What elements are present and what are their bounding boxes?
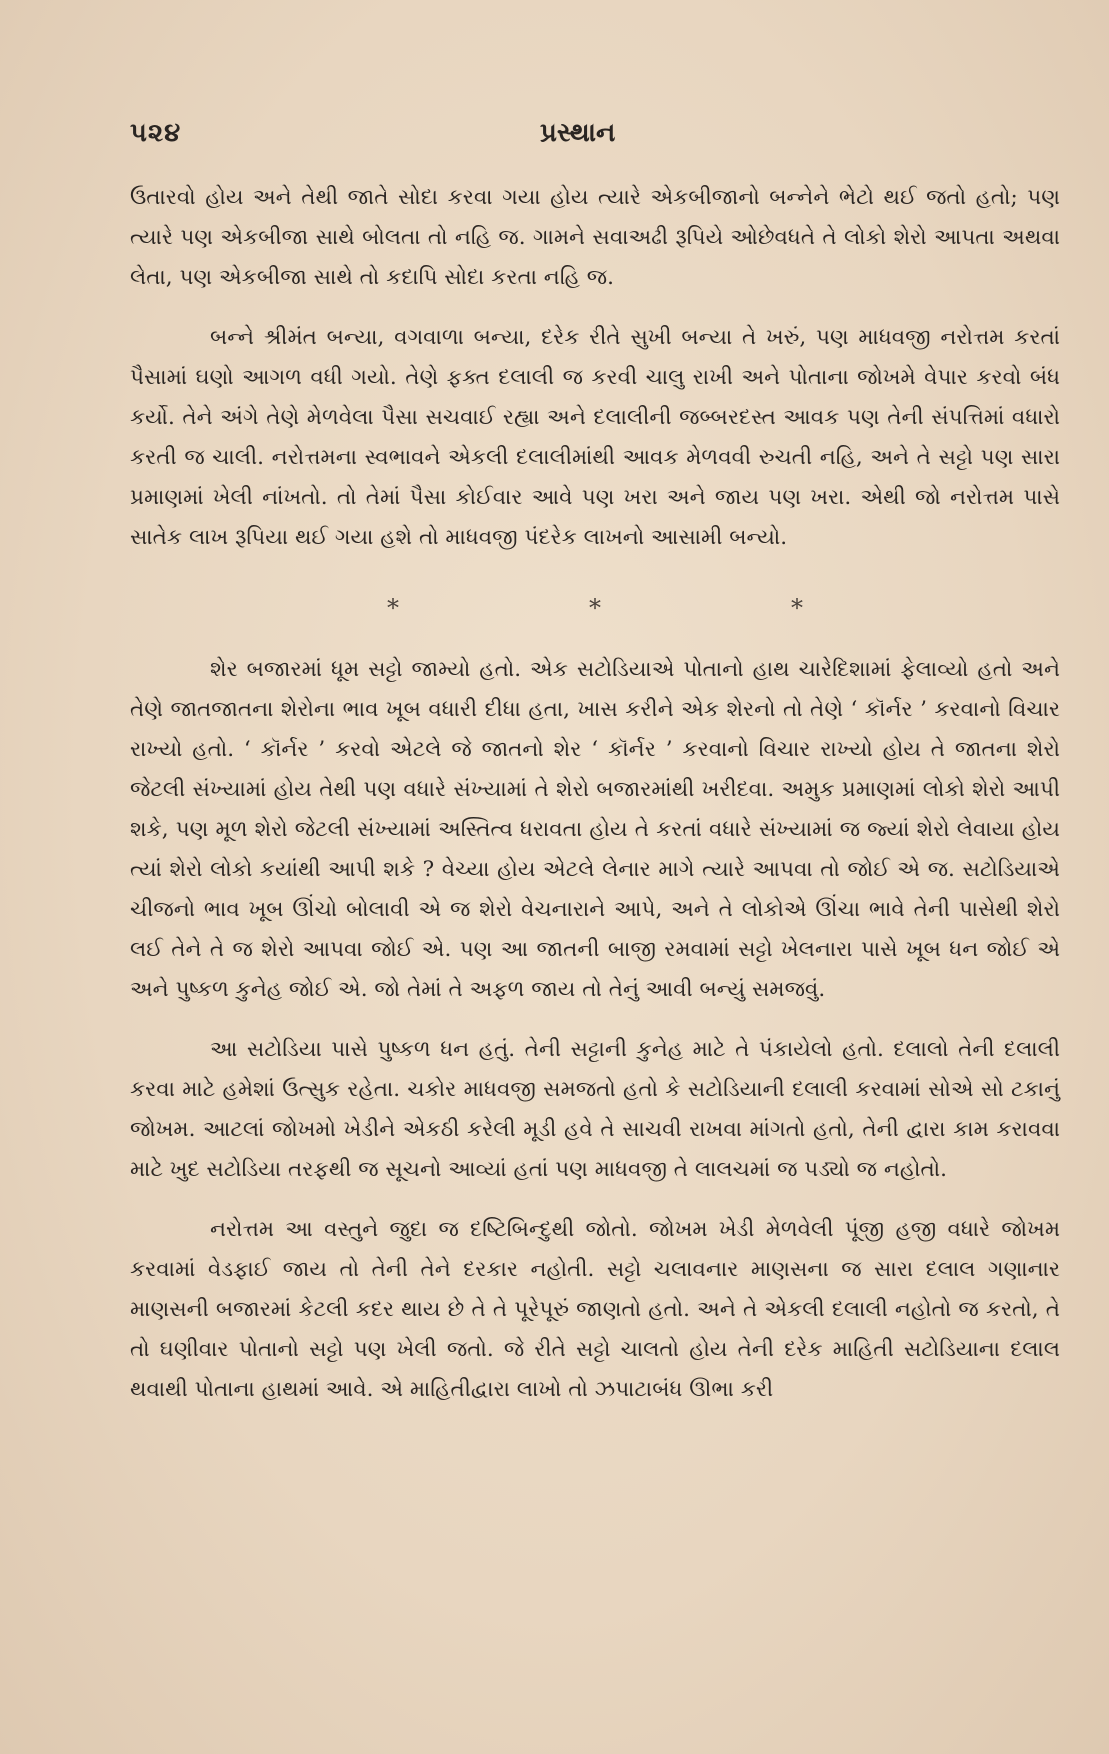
separator-asterisk: *: [791, 594, 803, 622]
paragraph-3: શેર બજારમાં ધૂમ સટ્ટો જામ્યો હતો. એક સટોડિયાએ પોતાનો હાથ ચારેદિશામાં ફેલાવ્યો હતો અને તેણે જાતજાતના શેરોના ભાવ ખૂબ વધારી દીધા હતા, ખાસ કરીને એક શેરનો તો તેણે ‘ કૉર્નર ’ કરવાનો વિચાર રાખ્યો હતો. ‘ કૉર્નર ’ કરવો એટલે જે જાતનો શેર ‘ કૉર્નર ’ કરવાનો વિચાર રાખ્યો હોય તે જાતના શેરો જેટલી સંખ્યામાં હોય તેથી પણ વધારે સંખ્યામાં તે શેરો બજારમાંથી ખરીદવા. અમુક પ્રમાણમાં લોકો શેરો આપી શકે, પણ મૂળ શેરો જેટલી સંખ્યામાં અસ્તિત્વ ધરાવતા હોય તે કરતાં વધારે સંખ્યામાં જ જ્યાં શેરો લેવાયા હોય ત્યાં શેરો લોકો કયાંથી આપી શકે ? વેચ્યા હોય એટલે લેનાર માગે ત્યારે આપવા તો જોઈ એ જ. સટોડિયાએ ચીજનો ભાવ ખૂબ ઊંચો બોલાવી એ જ શેરો વેચનારાને આપે, અને તે લોકોએ ઊંચા ભાવે તેની પાસેથી શેરો લઈ તેને તે જ શેરો આપવા જોઈ એ. પણ આ જાતની બાજી રમવામાં સટ્ટો ખેલનારા પાસે ખૂબ ધન જોઈ એ અને પુષ્કળ કુનેહ જોઈ એ. જો તેમાં તે અફળ જાય તો તેનું આવી બન્યું સમજવું.: [130, 657, 1060, 1002]
separator-asterisk: *: [387, 594, 399, 622]
page-header: [130, 118, 1069, 158]
paragraph-2: બન્ને શ્રીમંત બન્યા, વગવાળા બન્યા, દરેક રીતે સુખી બન્યા તે ખરું, પણ માધવજી નરોત્તમ કરતાં પૈસામાં ઘણો આગળ વધી ગયો. તેણે ફક્ત દલાલી જ કરવી ચાલુ રાખી અને પોતાના જોખમે વેપાર કરવો બંધ કર્યો. તેને અંગે તેણે મેળવેલા પૈસા સચવાઈ રહ્યા અને દલાલીની જબ્બરદસ્ત આવક પણ તેની સંપત્તિમાં વધારો કરતી જ ચાલી. નરોત્તમના સ્વભાવને એકલી દલાલીમાંથી આવક મેળવવી રુચતી નહિ, અને તે સટ્ટો પણ સારા પ્રમાણમાં ખેલી નાંખતો. તો તેમાં પૈસા કોઈવાર આવે પણ ખરા અને જાય પણ ખરા. એથી જો નરોત્તમ પાસે સાતેક લાખ રૂપિયા થઈ ગયા હશે તો માધવજી પંદરેક લાખનો આસામી બન્યો.: [130, 325, 1060, 550]
body-text: [130, 178, 1060, 1430]
running-title: પ્રસ્થાન: [540, 118, 616, 148]
paragraph-1: ઉતારવો હોય અને તેથી જાતે સોદા કરવા ગયા હોય ત્યારે એકબીજાનો બન્નેને ભેટો થઈ જતો હતો; પણ ત્યારે પણ એકબીજા સાથે બોલતા તો નહિ જ. ગામને સવાઅઢી રૂપિયે ઓછેવધતે તે લોકો શેરો આપતા અથવા લેતા, પણ એકબીજા સાથે તો કદાપિ સોદા કરતા નહિ જ.: [130, 185, 1060, 290]
page-number: પ૨૪: [130, 118, 182, 148]
paragraph-5: નરોત્તમ આ વસ્તુને જુદા જ દષ્ટિબિન્દુથી જોતો. જોખમ ખેડી મેળવેલી પૂંજી હજી વધારે જોખમ કરવામાં વેડફાઈ જાય તો તેની તેને દરકાર નહોતી. સટ્ટો ચલાવનાર માણસના જ સારા દલાલ ગણાનાર માણસની બજારમાં કેટલી કદર થાય છે તે તે પૂરેપૂરું જાણતો હતો. અને તે એકલી દલાલી નહોતો જ કરતો, તે તો ઘણીવાર પોતાનો સટ્ટો પણ ખેલી જતો. જે રીતે સટ્ટો ચાલતો હોય તેની દરેક માહિતી સટોડિયાના દલાલ થવાથી પોતાના હાથમાં આવે. એ માહિતીદ્વારા લાખો તો ઝપાટાબંધ ઊભા કરી: [130, 1217, 1060, 1402]
section-separator: [130, 578, 1060, 638]
separator-asterisk: *: [589, 594, 601, 622]
paragraph-4: આ સટોડિયા પાસે પુષ્કળ ધન હતું. તેની સટ્ટાની કુનેહ માટે તે પંકાયેલો હતો. દલાલો તેની દલાલી કરવા માટે હમેશાં ઉત્સુક રહેતા. ચકોર માધવજી સમજતો હતો કે સટોડિયાની દલાલી કરવામાં સોએ સો ટકાનું જોખમ. આટલાં જોખમો ખેડીને એકઠી કરેલી મૂડી હવે તે સાચવી રાખવા માંગતો હતો, તેની દ્વારા કામ કરાવવા માટે ખુદ સટોડિયા તરફથી જ સૂચનો આવ્યાં હતાં પણ માધવજી તે લાલચમાં જ પડ્યો જ નહોતો.: [130, 1037, 1060, 1182]
